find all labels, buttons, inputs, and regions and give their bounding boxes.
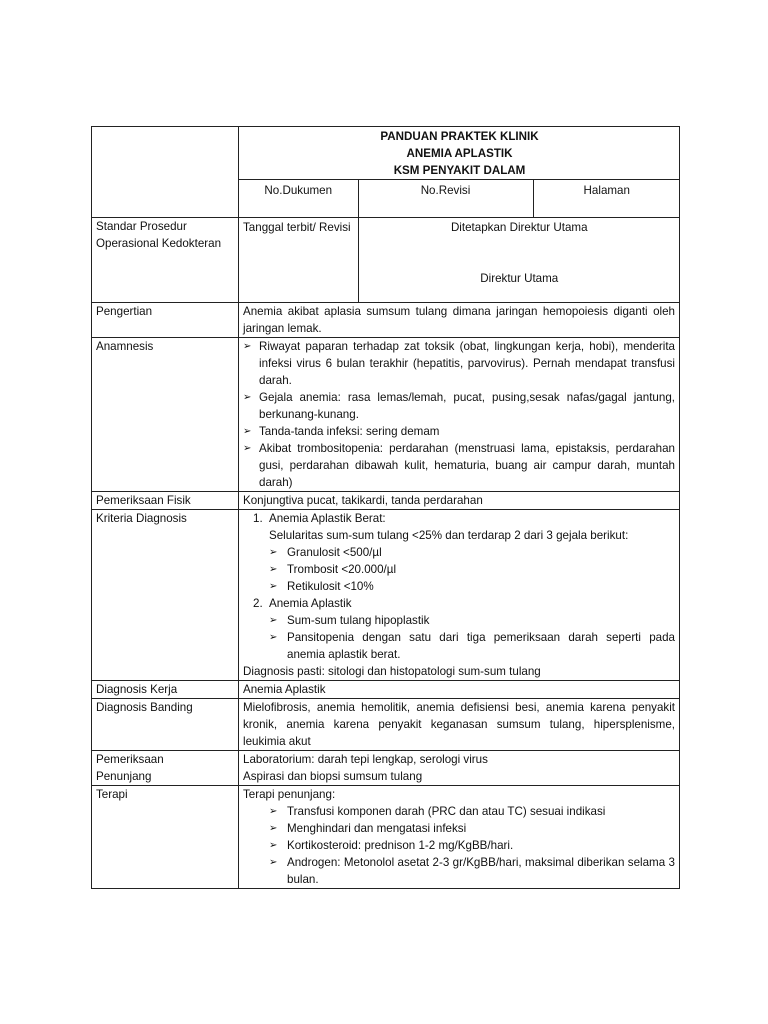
- sop-cell: [239, 218, 680, 303]
- sop-inner-table: [239, 218, 680, 302]
- header-cell: [239, 127, 680, 218]
- list-item: ➢ Transfusi komponen darah (PRC dan atau TC) sesuai indikasi: [269, 805, 606, 818]
- list-item: [243, 510, 675, 595]
- document-title: [239, 127, 680, 180]
- issue-date-label: Tanggal terbit/ Revisi: [239, 218, 358, 302]
- working-diagnosis-label: Diagnosis Kerja: [92, 681, 239, 699]
- title-line-2: ANEMIA APLASTIK: [406, 147, 513, 160]
- arrow-bullet-icon: ➢: [243, 341, 252, 352]
- list-item: ➢ Menghindari dan mengatasi infeksi: [269, 822, 467, 835]
- arrow-bullet-icon: ➢: [269, 547, 278, 558]
- criteria-sublist-2: [269, 612, 675, 663]
- list-item: ➢ Granulosit <500/µl: [269, 546, 382, 559]
- differential-diagnosis-label: Diagnosis Banding: [92, 699, 239, 751]
- arrow-bullet-icon: ➢: [243, 443, 252, 454]
- title-line-1: PANDUAN PRAKTEK KLINIK: [380, 130, 539, 143]
- supporting-exam-row: [92, 751, 680, 786]
- approval-cell: [358, 218, 680, 302]
- anamnesis-label: Anamnesis: [92, 338, 239, 492]
- physical-exam-text: Konjungtiva pucat, takikardi, tanda perdarahan: [239, 492, 680, 510]
- differential-diagnosis-row: [92, 699, 680, 751]
- physical-exam-row: [92, 492, 680, 510]
- clinical-guideline-table: [91, 126, 680, 889]
- list-item: ➢ Retikulosit <10%: [269, 580, 374, 593]
- arrow-bullet-icon: ➢: [269, 857, 278, 868]
- item-number: 2.: [253, 597, 263, 610]
- list-item: ➢ Androgen: Metonolol asetat 2-3 gr/KgBB/hari, maksimal diberikan selama 3 bulan.: [269, 856, 675, 886]
- criteria-row: [92, 510, 680, 681]
- sop-row: [92, 218, 680, 303]
- supporting-exam-cell: [239, 751, 680, 786]
- therapy-list: [243, 803, 675, 888]
- therapy-intro: Terapi penunjang:: [243, 788, 336, 801]
- definition-label: Pengertian: [92, 303, 239, 338]
- anamnesis-cell: [239, 338, 680, 492]
- list-item: [243, 595, 675, 663]
- working-diagnosis-text: Anemia Aplastik: [239, 681, 680, 699]
- list-item: ➢ Pansitopenia dengan satu dari tiga pemeriksaan darah seperti pada anemia aplastik berat.: [269, 631, 675, 661]
- doc-number-label: No.Dukumen: [239, 180, 358, 218]
- anamnesis-row: [92, 338, 680, 492]
- criteria-cell: [239, 510, 680, 681]
- arrow-bullet-icon: ➢: [269, 823, 278, 834]
- therapy-row: [92, 786, 680, 889]
- revision-number-label: No.Revisi: [358, 180, 533, 218]
- page-label: Halaman: [533, 180, 680, 218]
- list-item: ➢ Gejala anemia: rasa lemas/lemah, pucat, pusing,sesak nafas/gagal jantung, berkunang-kunang.: [243, 391, 675, 421]
- list-item: ➢ Tanda-tanda infeksi: sering demam: [243, 425, 440, 438]
- list-item: ➢ Trombosit <20.000/µl: [269, 563, 397, 576]
- list-item: ➢ Akibat trombositopenia: perdarahan (menstruasi lama, epistaksis, perdarahan gusi, perdarahan dibawah kulit, hematuria, buang air campur darah, muntah darah): [243, 442, 675, 489]
- arrow-bullet-icon: ➢: [269, 615, 278, 626]
- item-number: 1.: [253, 512, 263, 525]
- list-item: ➢ Riwayat paparan terhadap zat toksik (obat, lingkungan kerja, hobi), menderita infeksi virus 6 bulan terakhir (hepatitis, parvovirus). Pernah mendapat transfusi darah.: [243, 340, 675, 387]
- working-diagnosis-row: [92, 681, 680, 699]
- sop-label: Standar Prosedur Operasional Kedokteran: [92, 218, 239, 303]
- arrow-bullet-icon: ➢: [243, 392, 252, 403]
- physical-exam-label: Pemeriksaan Fisik: [92, 492, 239, 510]
- therapy-label: Terapi: [92, 786, 239, 889]
- logo-cell: [92, 127, 239, 218]
- definition-row: [92, 303, 680, 338]
- director-title: Direktur Utama: [480, 272, 559, 285]
- supporting-exam-line-1: Laboratorium: darah tepi lengkap, serologi virus: [243, 753, 488, 766]
- therapy-cell: [239, 786, 680, 889]
- arrow-bullet-icon: ➢: [269, 564, 278, 575]
- arrow-bullet-icon: ➢: [269, 806, 278, 817]
- criteria-label: Kriteria Diagnosis: [92, 510, 239, 681]
- anamnesis-list: [243, 338, 675, 491]
- header-row: [92, 127, 680, 218]
- supporting-exam-label: Pemeriksaan Penunjang: [92, 751, 239, 786]
- arrow-bullet-icon: ➢: [269, 632, 278, 643]
- title-line-3: KSM PENYAKIT DALAM: [393, 164, 526, 177]
- criteria-sublist-1: [269, 544, 675, 595]
- arrow-bullet-icon: ➢: [269, 581, 278, 592]
- list-item: ➢ Kortikosteroid: prednison 1-2 mg/KgBB/hari.: [269, 839, 514, 852]
- definitive-diagnosis: Diagnosis pasti: sitologi dan histopatologi sum-sum tulang: [243, 665, 541, 678]
- arrow-bullet-icon: ➢: [269, 840, 278, 851]
- criteria-title-1: Anemia Aplastik Berat:: [269, 512, 386, 525]
- criteria-desc-1: Selularitas sum-sum tulang <25% dan terdarap 2 dari 3 gejala berikut:: [269, 529, 629, 542]
- differential-diagnosis-text: Mielofibrosis, anemia hemolitik, anemia defisiensi besi, anemia karena penyakit kronik, anemia karena penyakit keganasan sumsum tulang, hipersplenisme, leukimia akut: [239, 699, 680, 751]
- criteria-list: [243, 510, 675, 663]
- supporting-exam-line-2: Aspirasi dan biopsi sumsum tulang: [243, 770, 423, 783]
- definition-text: Anemia akibat aplasia sumsum tulang dimana jaringan hemopoiesis diganti oleh jaringan lemak.: [239, 303, 680, 338]
- arrow-bullet-icon: ➢: [243, 426, 252, 437]
- criteria-title-2: Anemia Aplastik: [269, 597, 352, 610]
- approved-by-text: Ditetapkan Direktur Utama: [450, 221, 588, 234]
- header-inner-table: [239, 127, 680, 217]
- list-item: ➢ Sum-sum tulang hipoplastik: [269, 614, 430, 627]
